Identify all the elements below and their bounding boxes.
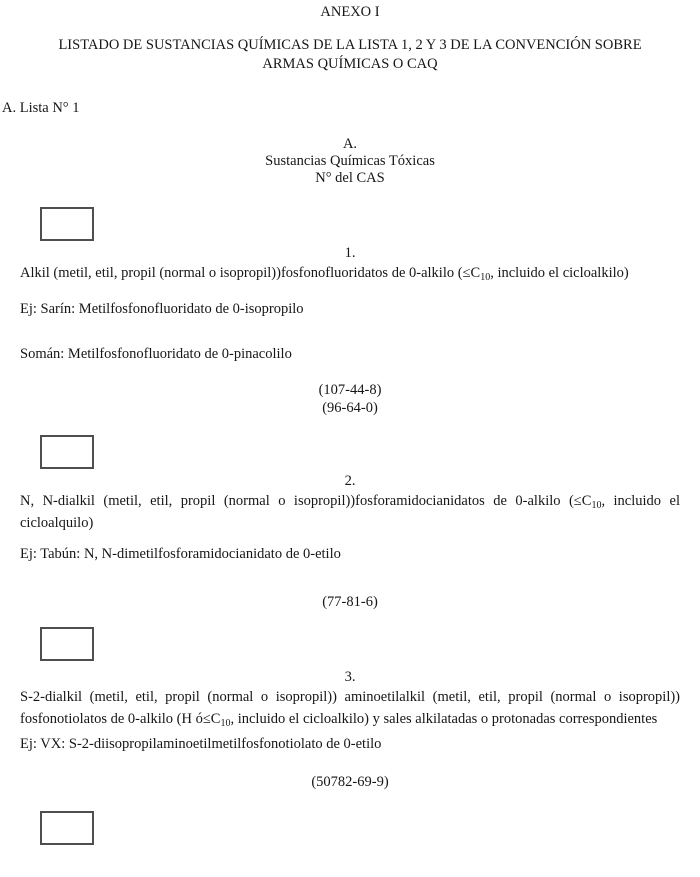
item-3-description [20,686,680,730]
document-subtitle [0,36,700,74]
item-3-cas-numbers [0,773,700,791]
item-1-example-sarin: Ej: Sarín: Metilfosfonofluoridato de 0-isopropilo [20,301,304,317]
item-3-example-vx: Ej: VX: S-2-diisopropilaminoetilmetilfosfonotiolato de 0-etilo [20,736,382,752]
section-header [0,136,700,187]
item-1-example-soman: Somán: Metilfosfonofluoridato de 0-pinacolilo [20,346,292,362]
document-page [0,3,700,877]
item-2-description-tail: , incluido el cicloalquilo) [20,493,680,531]
item-2-cas-numbers [0,593,700,611]
page-title: ANEXO I [320,4,380,20]
cas-header: N° del CAS [315,170,385,186]
item-3-number: 3. [344,669,356,685]
item-4-checkbox[interactable] [40,811,94,845]
item-1-cas-numbers [0,381,700,417]
cas-number: (107-44-8) [318,382,382,398]
section-name: Sustancias Químicas Tóxicas [265,153,435,169]
cas-number: (50782-69-9) [311,774,389,790]
cas-number: (96-64-0) [322,400,378,416]
item-2-description-text: N, N-dialkil (metil, etil, propil (normal o isopropil))fosforamidocianidatos de 0-alkilo (≤C [20,493,592,509]
item-3-description-tail: , incluido el cicloalkilo) y sales alkilatadas o protonadas correspondientes [230,711,658,727]
item-1-number: 1. [344,245,356,261]
item-1-checkbox[interactable] [40,207,94,241]
cas-number: (77-81-6) [322,594,378,610]
item-1-description [20,262,680,284]
item-3-description-text: S-2-dialkil (metil, etil, propil (normal o isopropil)) aminoetilalkil (metil, etil, propil (normal o isopropil)) fosfonotiolatos de 0-alkilo (H ó≤C [20,689,680,727]
item-2-example-tabun: Ej: Tabún: N, N-dimetilfosforamidocianidato de 0-etilo [20,546,341,562]
item-2-subscript: 10 [591,500,602,511]
item-1-subscript: 10 [480,272,491,283]
item-2-checkbox[interactable] [40,435,94,469]
section-letter: A. [342,136,358,152]
item-1-description-text: Alkil (metil, etil, propil (normal o isopropil))fosfonofluoridatos de 0-alkilo (≤C [20,265,481,281]
item-1-description-tail: , incluido el cicloalkilo) [490,265,629,281]
item-3-checkbox[interactable] [40,627,94,661]
list-label: A. Lista N° 1 [2,100,80,116]
subtitle-line-1: LISTADO DE SUSTANCIAS QUÍMICAS DE LA LISTA 1, 2 Y 3 DE LA CONVENCIÓN SOBRE [58,37,642,53]
item-2-description [20,490,680,534]
item-2-number: 2. [344,473,356,489]
subtitle-line-2: ARMAS QUÍMICAS O CAQ [262,56,438,72]
item-3-subscript: 10 [220,718,231,729]
